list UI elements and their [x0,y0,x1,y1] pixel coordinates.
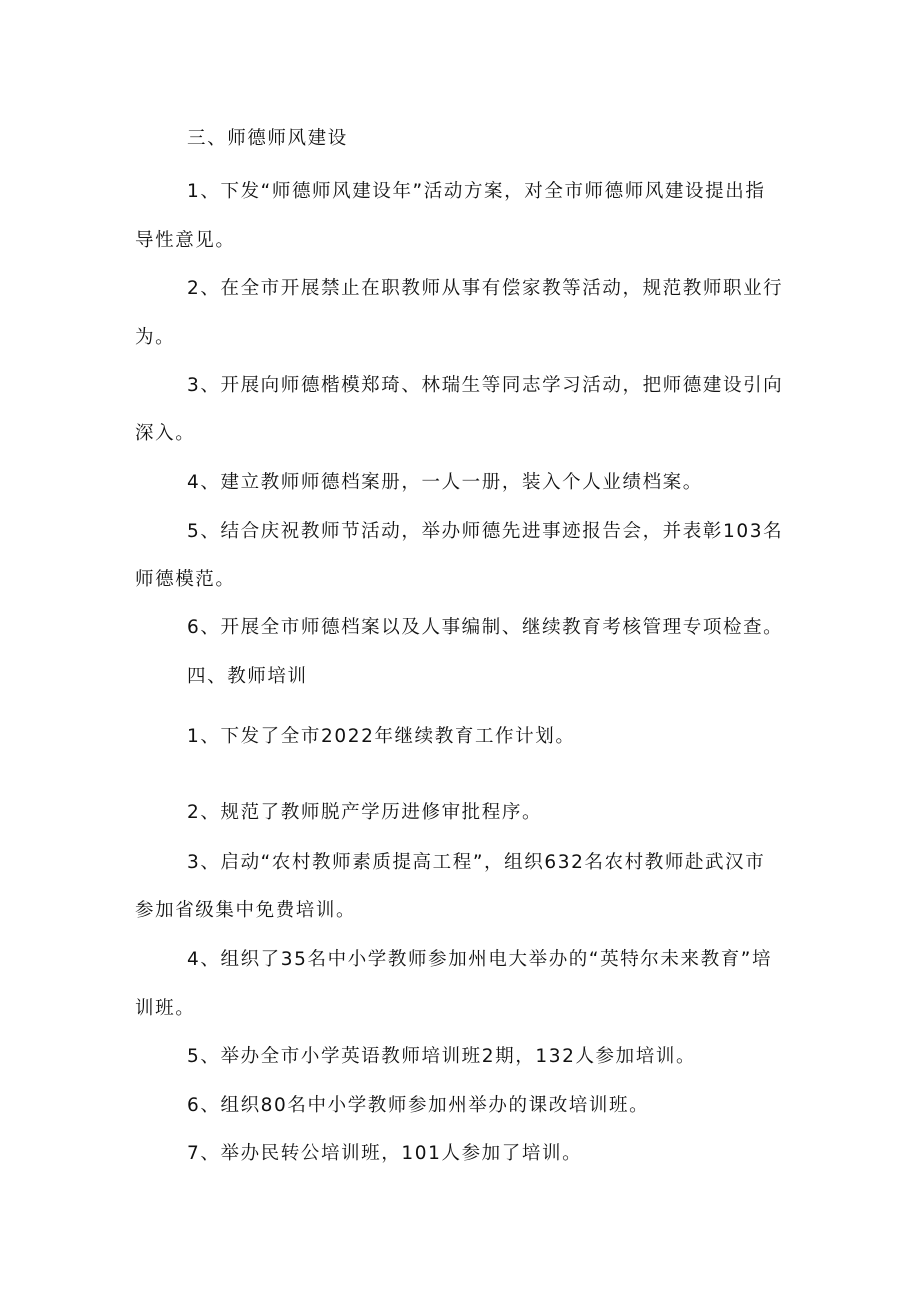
paragraph-line: 1、下发“师德师风建设年”活动方案，对全市师德师风建设提出指 [187,181,766,202]
paragraph-line: 参加省级集中免费培训。 [135,900,357,921]
section-heading-teacher-training: 四、教师培训 [187,666,308,687]
paragraph-line: 导性意见。 [135,230,236,251]
paragraph-line: 师德模范。 [135,569,236,590]
paragraph-line: 深入。 [135,423,196,444]
paragraph-line: 6、组织80名中小学教师参加州举办的课改培训班。 [187,1095,650,1116]
paragraph-line: 7、举办民转公培训班，101人参加了培训。 [187,1143,583,1164]
paragraph-line: 4、组织了35名中小学教师参加州电大举办的“英特尔未来教育”培 [187,949,773,970]
paragraph-line: 训班。 [135,998,196,1019]
paragraph-line: 2、在全市开展禁止在职教师从事有偿家教等活动，规范教师职业行 [187,278,784,299]
paragraph-line: 2、规范了教师脱产学历进修审批程序。 [187,802,543,823]
paragraph-line: 6、开展全市师德档案以及人事编制、继续教育考核管理专项检查。 [187,617,784,638]
section-heading-teacher-ethics: 三、师德师风建设 [187,128,348,149]
paragraph-line: 为。 [135,327,176,348]
paragraph-line: 5、举办全市小学英语教师培训班2期，132人参加培训。 [187,1046,697,1067]
paragraph-line: 5、结合庆祝教师节活动，举办师德先进事迹报告会，并表彰103名 [187,521,784,542]
paragraph-line: 3、开展向师德楷模郑琦、林瑞生等同志学习活动，把师德建设引向 [187,375,784,396]
paragraph-line: 1、下发了全市2022年继续教育工作计划。 [187,726,576,747]
paragraph-line: 4、建立教师师德档案册，一人一册，装入个人业绩档案。 [187,472,703,493]
paragraph-line: 3、启动“农村教师素质提高工程”，组织632名农村教师赴武汉市 [187,852,766,873]
